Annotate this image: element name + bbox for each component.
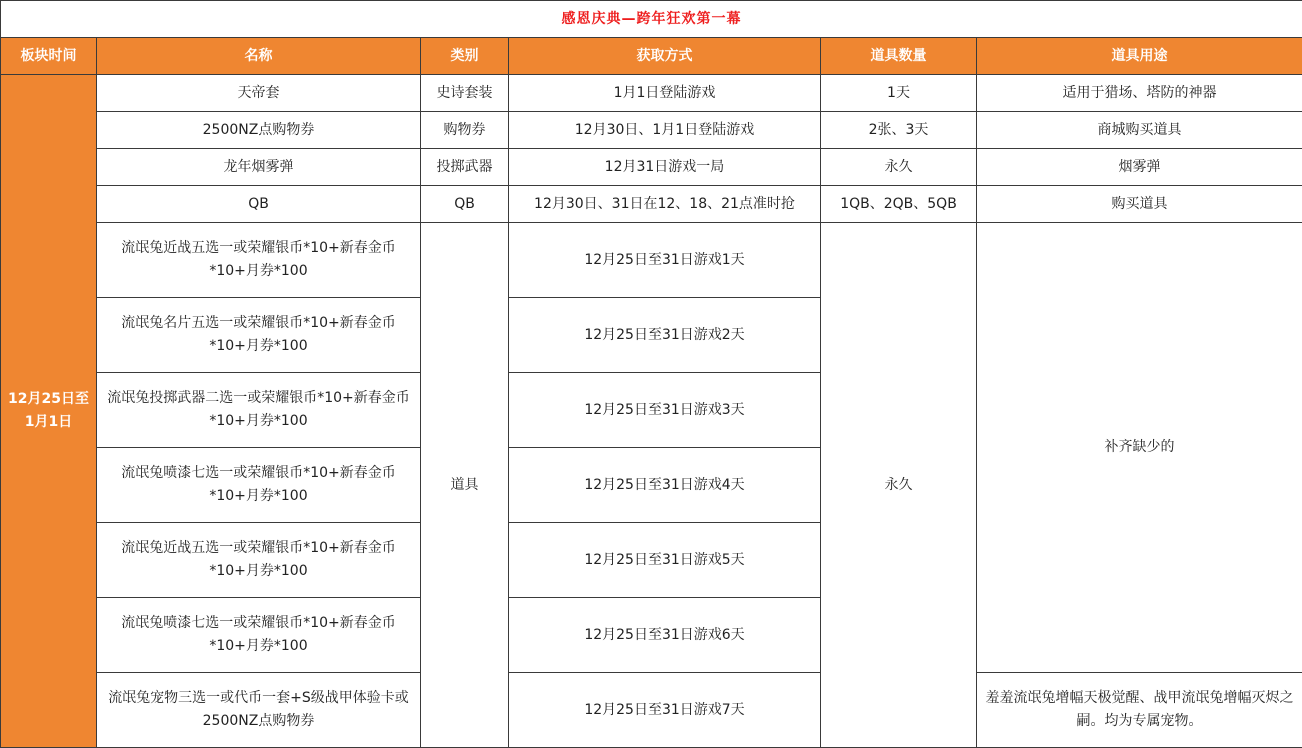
item-name: 流氓兔近战五选一或荣耀银币*10+新春金币*10+月券*100 <box>97 223 421 298</box>
table-row <box>1 112 1302 149</box>
page-title: 感恩庆典—跨年狂欢第一幕 <box>1 1 1302 38</box>
item-quantity: 1天 <box>821 75 977 112</box>
period-cell: 12月25日至1月1日 <box>1 75 97 748</box>
title-row <box>1 1 1302 38</box>
item-category: 史诗套装 <box>421 75 509 112</box>
header-category: 类别 <box>421 38 509 75</box>
item-name: 流氓兔喷漆七选一或荣耀银币*10+新春金币*10+月券*100 <box>97 598 421 673</box>
table-row <box>1 149 1302 186</box>
header-method: 获取方式 <box>509 38 821 75</box>
item-name: 流氓兔喷漆七选一或荣耀银币*10+新春金币*10+月券*100 <box>97 448 421 523</box>
item-method: 12月25日至31日游戏3天 <box>509 373 821 448</box>
item-quantity: 1QB、2QB、5QB <box>821 186 977 223</box>
item-method: 12月25日至31日游戏7天 <box>509 673 821 748</box>
table-row <box>1 223 1302 298</box>
item-usage: 购买道具 <box>977 186 1302 223</box>
item-name: QB <box>97 186 421 223</box>
item-name: 流氓兔投掷武器二选一或荣耀银币*10+新春金币*10+月券*100 <box>97 373 421 448</box>
item-usage: 烟雾弹 <box>977 149 1302 186</box>
item-category: 投掷武器 <box>421 149 509 186</box>
item-method: 12月25日至31日游戏4天 <box>509 448 821 523</box>
header-name: 名称 <box>97 38 421 75</box>
item-usage: 适用于猎场、塔防的神器 <box>977 75 1302 112</box>
item-quantity: 2张、3天 <box>821 112 977 149</box>
item-method: 12月25日至31日游戏6天 <box>509 598 821 673</box>
header-period: 板块时间 <box>1 38 97 75</box>
table-row <box>1 75 1302 112</box>
item-usage: 商城购买道具 <box>977 112 1302 149</box>
item-quantity: 永久 <box>821 149 977 186</box>
table-row <box>1 186 1302 223</box>
item-usage: 羞羞流氓兔增幅天极觉醒、战甲流氓兔增幅灭烬之嗣。均为专属宠物。 <box>977 673 1302 748</box>
header-quantity: 道具数量 <box>821 38 977 75</box>
item-method: 12月25日至31日游戏5天 <box>509 523 821 598</box>
header-usage: 道具用途 <box>977 38 1302 75</box>
item-name: 流氓兔近战五选一或荣耀银币*10+新春金币*10+月券*100 <box>97 523 421 598</box>
item-name: 天帝套 <box>97 75 421 112</box>
item-method: 12月30日、31日在12、18、21点准时抢 <box>509 186 821 223</box>
item-category: 道具 <box>421 223 509 748</box>
item-method: 12月31日游戏一局 <box>509 149 821 186</box>
item-quantity: 永久 <box>821 223 977 748</box>
item-method: 12月25日至31日游戏1天 <box>509 223 821 298</box>
item-method: 12月25日至31日游戏2天 <box>509 298 821 373</box>
item-usage: 补齐缺少的 <box>977 223 1302 673</box>
item-name: 2500NZ点购物券 <box>97 112 421 149</box>
item-method: 12月30日、1月1日登陆游戏 <box>509 112 821 149</box>
table-row <box>1 673 1302 748</box>
header-row <box>1 38 1302 75</box>
item-category: QB <box>421 186 509 223</box>
item-name: 龙年烟雾弹 <box>97 149 421 186</box>
item-category: 购物券 <box>421 112 509 149</box>
item-method: 1月1日登陆游戏 <box>509 75 821 112</box>
item-name: 流氓兔名片五选一或荣耀银币*10+新春金币*10+月券*100 <box>97 298 421 373</box>
item-name: 流氓兔宠物三选一或代币一套+S级战甲体验卡或2500NZ点购物券 <box>97 673 421 748</box>
